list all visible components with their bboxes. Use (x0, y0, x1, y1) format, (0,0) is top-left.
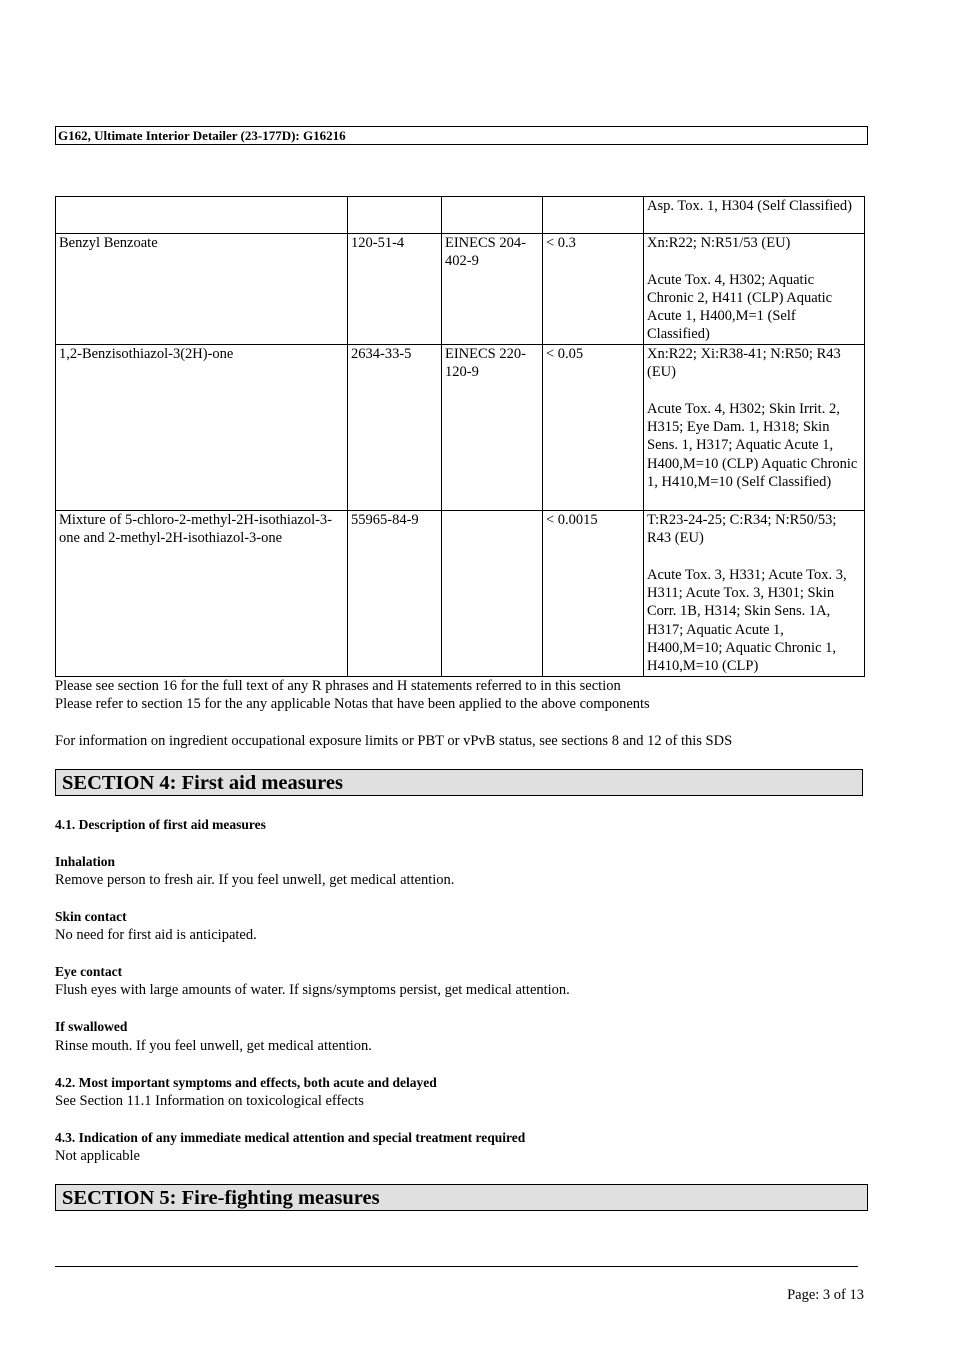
ec-number: EINECS 220-120-9 (442, 345, 543, 511)
table-row (56, 511, 865, 677)
classification: Xn:R22; N:R51/53 (EU) Acute Tox. 4, H302; Aquatic Chronic 2, H411 (CLP) Aquatic Acute 1, H400,M=1 (Self Classified) (644, 234, 865, 345)
if-swallowed-heading: If swallowed (55, 1019, 128, 1034)
ingredient-name (56, 197, 348, 234)
classification: Asp. Tox. 1, H304 (Self Classified) (644, 197, 865, 234)
percent-by-weight: < 0.3 (543, 234, 644, 345)
components-table (55, 196, 865, 677)
page-number: Page: 3 of 13 (787, 1287, 864, 1303)
ingredient-name: 1,2-Benzisothiazol-3(2H)-one (56, 345, 348, 511)
skin-contact-text: No need for first aid is anticipated. (55, 927, 257, 943)
cas-number: 120-51-4 (348, 234, 442, 345)
if-swallowed-text: Rinse mouth. If you feel unwell, get medical attention. (55, 1038, 372, 1054)
cas-number: 2634-33-5 (348, 345, 442, 511)
table-row (56, 197, 865, 234)
subsection-4-2-text: See Section 11.1 Information on toxicological effects (55, 1093, 364, 1109)
footer-divider (55, 1266, 858, 1267)
subsection-4-1-heading: 4.1. Description of first aid measures (55, 817, 266, 832)
note-notas: Please refer to section 15 for the any applicable Notas that have been applied to the above components (55, 696, 650, 712)
skin-contact-heading: Skin contact (55, 909, 127, 924)
ingredient-name: Benzyl Benzoate (56, 234, 348, 345)
inhalation-text: Remove person to fresh air. If you feel unwell, get medical attention. (55, 872, 455, 888)
subsection-4-3-heading: 4.3. Indication of any immediate medical attention and special treatment required (55, 1130, 526, 1145)
cas-number (348, 197, 442, 234)
document-header: G162, Ultimate Interior Detailer (23-177D): G16216 (55, 126, 868, 145)
note-r-phrases: Please see section 16 for the full text of any R phrases and H statements referred to in this section (55, 678, 621, 694)
ec-number (442, 511, 543, 677)
classification: T:R23-24-25; C:R34; N:R50/53; R43 (EU) Acute Tox. 3, H331; Acute Tox. 3, H311; Acute Tox. 3, H301; Skin Corr. 1B, H314; Skin Sens. 1A, H317; Aquatic Acute 1, H400,M=10; Aquatic Chronic 1, H410,M=10 (CLP) (644, 511, 865, 677)
eye-contact-heading: Eye contact (55, 964, 123, 979)
section-4-heading: SECTION 4: First aid measures (55, 769, 863, 796)
ec-number (442, 197, 543, 234)
table-row (56, 345, 865, 511)
section-5-heading: SECTION 5: Fire-fighting measures (55, 1184, 868, 1211)
subsection-4-3-text: Not applicable (55, 1148, 140, 1164)
ingredient-name: Mixture of 5-chloro-2-methyl-2H-isothiazol-3-one and 2-methyl-2H-isothiazol-3-one (56, 511, 348, 677)
percent-by-weight: < 0.05 (543, 345, 644, 511)
table-row (56, 234, 865, 345)
cas-number: 55965-84-9 (348, 511, 442, 677)
ec-number: EINECS 204-402-9 (442, 234, 543, 345)
classification: Xn:R22; Xi:R38-41; N:R50; R43 (EU) Acute Tox. 4, H302; Skin Irrit. 2, H315; Eye Dam. 1, H318; Skin Sens. 1, H317; Aquatic Acute 1, H400,M=10 (CLP) Aquatic Chronic 1, H410,M=10 (Self Classified) (644, 345, 865, 511)
inhalation-heading: Inhalation (55, 854, 116, 869)
subsection-4-2-heading: 4.2. Most important symptoms and effects, both acute and delayed (55, 1075, 437, 1090)
percent-by-weight: < 0.0015 (543, 511, 644, 677)
note-exposure-limits: For information on ingredient occupational exposure limits or PBT or vPvB status, see sections 8 and 12 of this SDS (55, 733, 733, 749)
percent-by-weight (543, 197, 644, 234)
eye-contact-text: Flush eyes with large amounts of water. If signs/symptoms persist, get medical attention. (55, 982, 570, 998)
